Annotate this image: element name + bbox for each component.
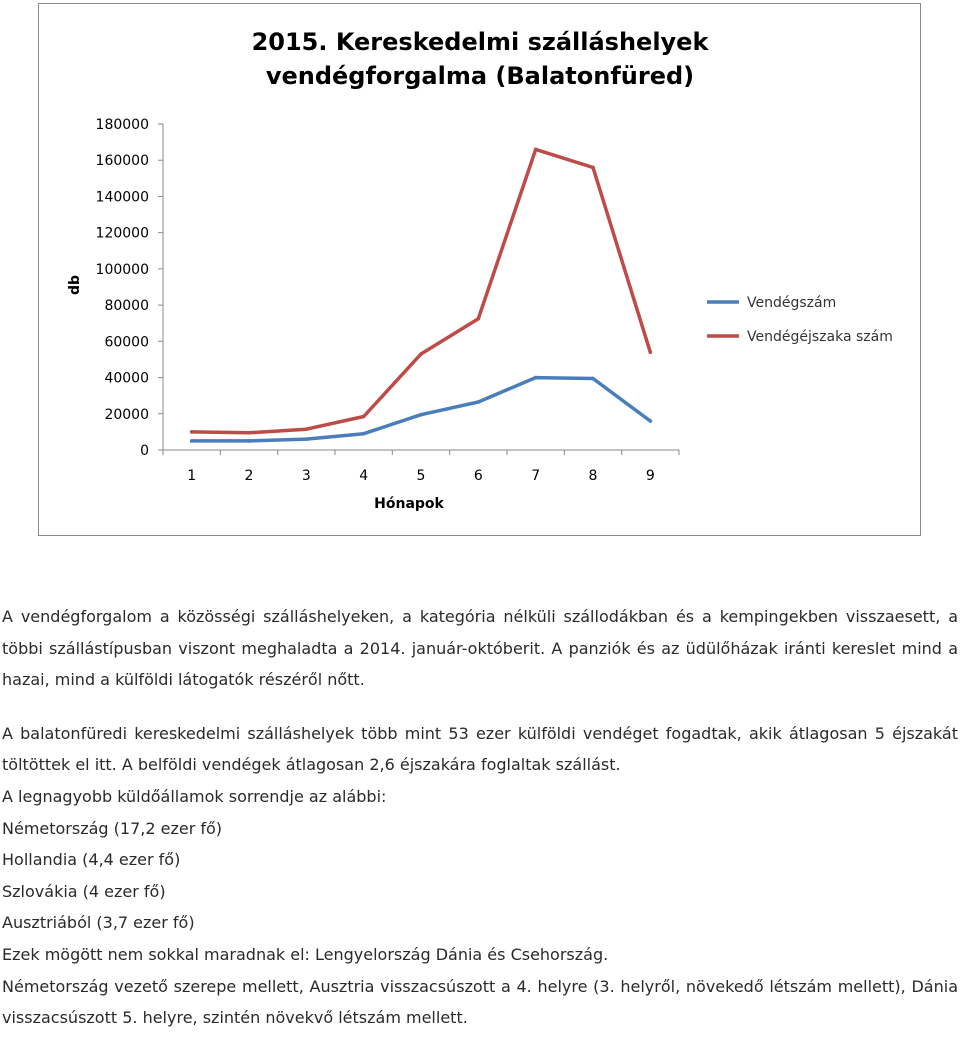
list-note: Ezek mögött nem sokkal maradnak el: Lengyelország Dánia és Csehország.: [2, 944, 609, 964]
y-tick-label: 0: [140, 443, 149, 459]
legend-label: Vendégéjszaka szám: [747, 329, 893, 345]
data-point: [419, 352, 423, 356]
list-item: Németország (17,2 ezer fő): [2, 818, 223, 838]
list-item: Ausztriából (3,7 ezer fő): [2, 913, 195, 933]
data-point: [419, 413, 423, 417]
x-tick-label: 4: [359, 468, 369, 484]
data-point: [591, 166, 595, 170]
x-tick-label: 1: [187, 468, 197, 484]
legend-label: Vendégszám: [747, 295, 837, 311]
data-point: [477, 400, 481, 404]
y-tick-label: 80000: [104, 298, 149, 315]
data-point: [477, 317, 481, 321]
x-tick-label: 3: [301, 468, 311, 484]
y-tick-label: 160000: [95, 153, 149, 170]
y-tick-label: 180000: [95, 117, 149, 133]
y-tick-label: 60000: [104, 334, 149, 351]
paragraph-foreign-guests: A balatonfüredi kereskedelmi szálláshelyek több mint 53 ezer külföldi vendéget fogadtak, akik átlagosan 5 éjszakát töltöttek el itt. A belföldi vendégek átlagosan 2,6 éjszakára foglaltak szállást.: [2, 723, 958, 775]
chart-frame: [38, 3, 921, 536]
chart-title-line: vendégforgalma (Balatonfüred): [265, 62, 695, 90]
y-tick-label: 140000: [95, 189, 149, 206]
y-tick-label: 20000: [104, 406, 149, 423]
x-tick-label: 6: [473, 468, 483, 484]
paragraph-overview: A vendégforgalom a közösségi szálláshelyeken, a kategória nélküli szállodákban és a kempingekben visszaesett, a többi szállástípusban viszont meghaladta a 2014. január-októberit. A panziók és az üdülőházak iránti kereslet mind a hazai, mind a külföldi látogatók részéről nőtt.: [2, 607, 958, 690]
paragraph-ranking: Németország vezető szerepe mellett, Ausztria visszacsúszott a 4. helyre (3. helyről, növekedő létszám mellett), Dánia visszacsúszott 5. helyre, szintén növekvő létszám mellett.: [2, 976, 958, 1028]
data-point: [362, 432, 366, 436]
data-point: [247, 439, 251, 443]
x-axis-label: Hónapok: [374, 496, 444, 512]
x-tick-label: 2: [244, 468, 254, 484]
data-point: [190, 439, 194, 443]
data-point: [305, 437, 309, 441]
data-point: [534, 148, 538, 152]
article-text: [2, 601, 958, 1034]
series-line-2: [192, 149, 651, 432]
chart-title: [252, 28, 710, 90]
data-point: [362, 415, 366, 419]
list-item: Szlovákia (4 ezer fő): [2, 881, 166, 901]
x-tick-label: 7: [531, 468, 541, 484]
data-point: [305, 427, 309, 431]
x-tick-label: 9: [645, 468, 655, 484]
data-point: [649, 350, 653, 354]
x-tick-label: 8: [588, 468, 598, 484]
y-tick-label: 120000: [95, 225, 149, 242]
line-chart: [39, 4, 920, 535]
y-tick-label: 40000: [104, 370, 149, 387]
data-point: [534, 376, 538, 380]
list-intro: A legnagyobb küldőállamok sorrendje az alábbi:: [2, 786, 387, 806]
x-tick-label: 5: [416, 468, 426, 484]
data-point: [190, 430, 194, 434]
chart-title-line: 2015. Kereskedelmi szálláshelyek: [251, 28, 709, 56]
y-axis-label: db: [67, 274, 83, 296]
paragraph-gap: [2, 696, 958, 718]
data-point: [649, 419, 653, 423]
y-tick-label: 100000: [95, 261, 149, 278]
list-item: Hollandia (4,4 ezer fő): [2, 850, 181, 870]
data-point: [591, 377, 595, 381]
data-point: [247, 431, 251, 435]
